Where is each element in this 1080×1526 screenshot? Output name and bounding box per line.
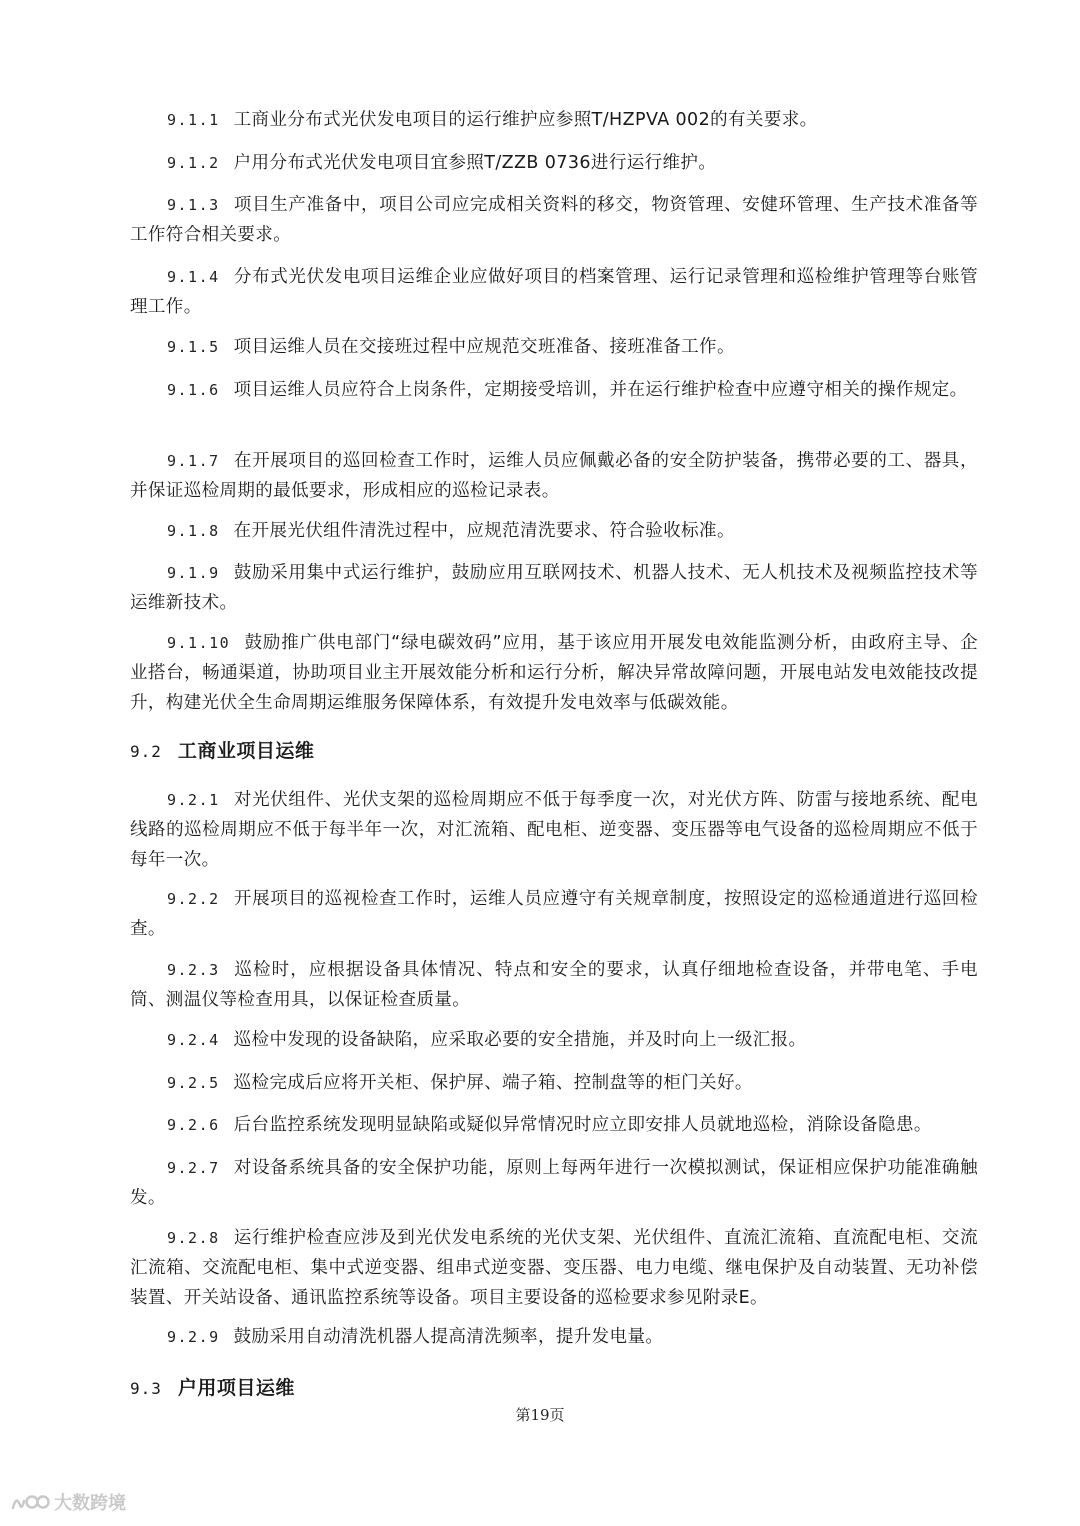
clause-9-2-2: 9.2.2 开展项目的巡视检查工作时，运维人员应遵守有关规章制度，按照设定的巡检通道进行巡回检查。 — [130, 889, 978, 939]
clause-9-1-5: 9.1.5 项目运维人员在交接班过程中应规范交班准备、接班准备工作。 — [167, 337, 735, 357]
page-number: 第19页 — [515, 1406, 565, 1424]
clause-9-1-8: 9.1.8 在开展光伏组件清洗过程中，应规范清洗要求、符合验收标准。 — [167, 521, 735, 541]
clause-9-2-1: 9.2.1 对光伏组件、光伏支架的巡检周期应不低于每季度一次，对光伏方阵、防雷与接地系统、配电线路的巡检周期应不低于每半年一次，对汇流箱、配电柜、逆变器、变压器等电气设备的巡检周期应不低于每年一次。 — [130, 790, 978, 870]
watermark-logo-icon — [10, 1491, 50, 1513]
clause-9-1-4: 9.1.4 分布式光伏发电项目运维企业应做好项目的档案管理、运行记录管理和巡检维护管理等台账管理工作。 — [130, 267, 978, 317]
clause-9-1-9: 9.1.9 鼓励采用集中式运行维护，鼓励应用互联网技术、机器人技术、无人机技术及视频监控技术等运维新技术。 — [130, 563, 978, 613]
watermark — [10, 1488, 126, 1516]
section-heading-9-2: 9.2 工商业项目运维 — [130, 740, 315, 762]
clause-9-2-9: 9.2.9 鼓励采用自动清洗机器人提高清洗频率，提升发电量。 — [167, 1327, 664, 1347]
clause-9-1-10: 9.1.10 鼓励推广供电部门“绿电碳效码”应用，基于该应用开展发电效能监测分析，由政府主导、企业搭台，畅通渠道，协助项目业主开展效能分析和运行分析，解决异常故障问题，开展电站发电效能技改提升，构建光伏全生命周期运维服务保障体系，有效提升发电效率与低碳效能。 — [130, 633, 978, 713]
clause-9-1-6: 9.1.6 项目运维人员应符合上岗条件，定期接受培训，并在运行维护检查中应遵守相关的操作规定。 — [167, 380, 968, 400]
section-heading-9-3: 9.3 户用项目运维 — [130, 1377, 295, 1399]
clause-9-2-5: 9.2.5 巡检完成后应将开关柜、保护屏、端子箱、控制盘等的柜门关好。 — [167, 1073, 753, 1093]
clause-9-1-3: 9.1.3 项目生产准备中，项目公司应完成相关资料的移交，物资管理、安健环管理、生产技术准备等工作符合相关要求。 — [130, 195, 978, 245]
clause-9-2-8: 9.2.8 运行维护检查应涉及到光伏发电系统的光伏支架、光伏组件、直流汇流箱、直流配电柜、交流汇流箱、交流配电柜、集中式逆变器、组串式逆变器、变压器、电力电缆、继电保护及自动装置、无功补偿装置、开关站设备、通讯监控系统等设备。项目主要设备的巡检要求参见附录E。 — [130, 1228, 978, 1308]
watermark-text: 大数跨境 — [54, 1493, 126, 1514]
clause-9-1-7: 9.1.7 在开展项目的巡回检查工作时，运维人员应佩戴必备的安全防护装备，携带必要的工、器具，并保证巡检周期的最低要求，形成相应的巡检记录表。 — [130, 451, 978, 501]
clause-9-2-7: 9.2.7 对设备系统具备的安全保护功能，原则上每两年进行一次模拟测试，保证相应保护功能准确触发。 — [130, 1158, 978, 1208]
clause-9-1-1: 9.1.1 工商业分布式光伏发电项目的运行维护应参照T/HZPVA 002的有关要求。 — [167, 110, 818, 130]
clause-9-2-4: 9.2.4 巡检中发现的设备缺陷，应采取必要的安全措施，并及时向上一级汇报。 — [167, 1030, 807, 1050]
clause-9-1-2: 9.1.2 户用分布式光伏发电项目宜参照T/ZZB 0736进行运行维护。 — [167, 153, 717, 173]
clause-9-2-3: 9.2.3 巡检时，应根据设备具体情况、特点和安全的要求，认真仔细地检查设备，并带电笔、手电筒、测温仪等检查用具，以保证检查质量。 — [130, 960, 978, 1010]
clause-9-2-6: 9.2.6 后台监控系统发现明显缺陷或疑似异常情况时应立即安排人员就地巡检，消除设备隐患。 — [167, 1115, 932, 1135]
